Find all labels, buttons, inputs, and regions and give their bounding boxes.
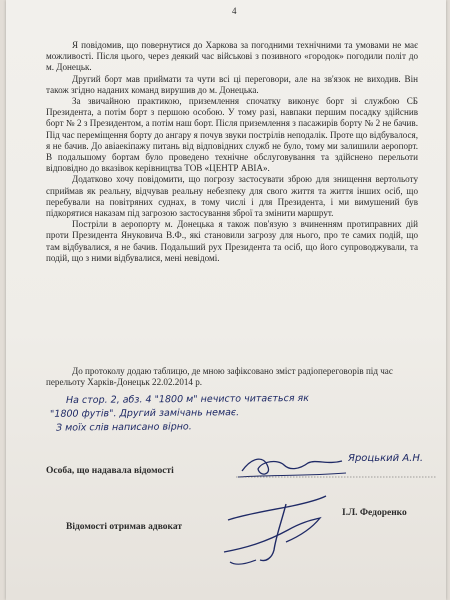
receiver-name: І.Л. Федоренко: [342, 508, 407, 518]
receiver-label: Відомості отримав адвокат: [66, 522, 183, 532]
paragraph: Додатково хочу повідомити, що погрозу застосувати зброю для знищення вертольоту сприймав як реальну, відчував реальну небезпеку для свого життя та життя інших осіб, що перебували на повітряних суднах, в тому числі і для Президента, і ми вимушений був підкорятися наказам під загрозою застосування зброї та змінити маршрут.: [46, 174, 418, 219]
document-page: [6, 0, 446, 600]
handwritten-note-line: "1800 футів". Другий замічань немає.: [49, 407, 240, 420]
statement-body: [46, 40, 418, 264]
signature-line: [236, 476, 436, 480]
page-number: 4: [232, 6, 237, 16]
handwritten-note-line: На стор. 2, абз. 4 "1800 м" нечисто читається як: [65, 392, 310, 407]
handwritten-note-line: З моїх слів написано вірно.: [55, 421, 192, 434]
closing-text: До протоколу додаю таблицю, де мною зафіксовано зміст радіопереговорів під час перельоту Харків-Донецьк 22.02.2014 р.: [46, 366, 393, 388]
closing-paragraph: [46, 366, 418, 388]
informant-label: Особа, що надавала відомості: [46, 466, 174, 476]
paragraph: Другий борт мав приймати та чути всі ці переговори, але на зв'язок не виходив. Він також згідно наданих команд вирушив до м. Донецька.: [46, 73, 418, 95]
paragraph: За звичайною практикою, приземлення спочатку виконує борт зі службою СБ Президента, а потім борт з першою особою. У тому разі, навпаки першим посадку здійснив борт № 2 з Президентом, а потім наш борт. Після приземлення з пасажирів борту № 2 не бачив. Під час переміщення борту до ангару я почув звуки пострілів неподалік. Проте що відбувалося, я не бачив. До авіаекіпажу питань від відповідних служб не було, тому ми залишили аеропорт. В подальшому бортам було проведено технічне обслуговування та здійснено перельоти відповідно до вказівок керівництва ТОВ «ЦЕНТР АВІА».: [46, 96, 418, 174]
paragraph: Я повідомив, що повернутися до Харкова за погодними технічними та умовами не має можливості. Після цього, через деякий час військові з позивного «городок» погодили політ до м. Донецьк.: [46, 40, 418, 73]
paragraph: Постріли в аеропорту м. Донецька я також пов'язую з вчиненням протиправних дій проти Президента Януковича В.Ф., які становили загрозу для нього, про те самих подій, що там відбувалися, я не бачив. Подальший рух Президента та осіб, що його супроводжували, та подій, що з ними відбувалися, мені невідомі.: [46, 219, 418, 263]
receiver-signature: [216, 490, 336, 570]
informant-handwritten-name: Яроцький А.Н.: [348, 453, 424, 464]
